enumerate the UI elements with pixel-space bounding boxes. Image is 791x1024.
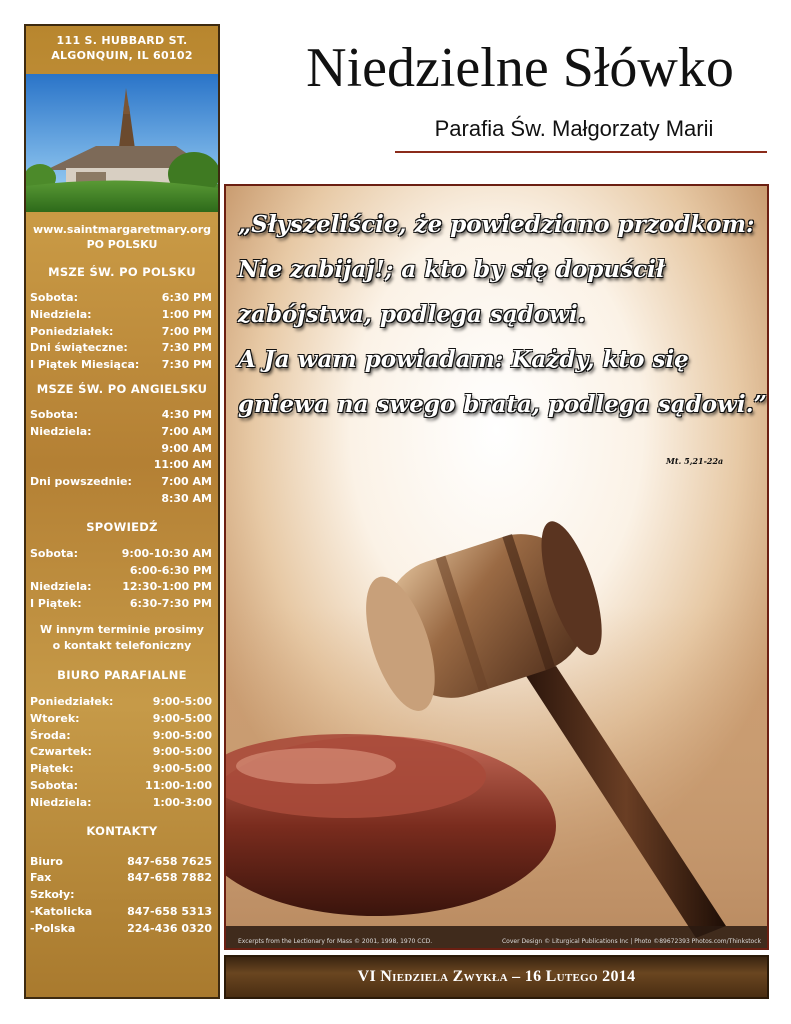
schedule-time: 6:00-6:30 PM (129, 563, 212, 577)
confession-list (26, 546, 218, 613)
schedule-row (26, 307, 218, 324)
schedule-day: I Piątek Miesiąca: (30, 358, 140, 372)
parish-name: Parafia Św. Małgorzaty Marii (434, 116, 714, 141)
quote-line: Nie zabijaj!; a kto by się dopuścił (238, 256, 665, 283)
schedule-day: -Polska (30, 921, 76, 935)
schedule-row (26, 441, 218, 458)
schedule-row (26, 491, 218, 508)
schedule-time: 1:00 PM (161, 307, 212, 321)
schedule-time: 9:00-5:00 (152, 711, 212, 725)
schedule-day: Biuro (30, 854, 63, 868)
schedule-time: 1:00-3:00 (152, 795, 212, 809)
quote-line: zabójstwa, podlega sądowi. (238, 301, 586, 328)
schedule-row (26, 596, 218, 613)
parish-address (26, 26, 218, 74)
schedule-day: Niedziela: (30, 424, 92, 438)
schedule-day: Niedziela: (30, 580, 92, 594)
schedule-row (26, 579, 218, 596)
schedule-time: 847-658 7625 (127, 854, 212, 868)
schedule-time: 9:00-5:00 (152, 762, 212, 776)
design-credit: Cover Design © Liturgical Publications Inc | Photo ©89672393 Photos.com/Thinkstock (501, 938, 761, 945)
schedule-row (26, 854, 218, 871)
address-street: 111 S. HUBBARD ST. (56, 34, 188, 47)
schedule-time: 9:00-5:00 (152, 745, 212, 759)
quote-line: gniewa na swego brata, podlega sądowi.” (238, 391, 767, 418)
church-photo (26, 74, 218, 212)
schedule-time: 6:30 PM (161, 291, 212, 304)
quote-line: „Słyszeliście, że powiedziano przodkom: (238, 211, 755, 238)
english-masses-list (26, 407, 218, 508)
schedule-day: I Piątek: (30, 597, 82, 611)
schedule-row (26, 778, 218, 795)
contacts-heading: KONTAKTY (86, 823, 158, 838)
schedule-day: Środa: (30, 728, 71, 742)
contacts-list (26, 854, 218, 938)
schedule-day: Niedziela: (30, 795, 92, 809)
schedule-time: 9:00 AM (161, 441, 212, 455)
schedule-time: 4:30 PM (161, 407, 212, 421)
schedule-row (26, 407, 218, 424)
schedule-day: Sobota: (30, 291, 78, 304)
quote-line: A Ja wam powiadam: Każdy, kto się (238, 346, 689, 373)
schedule-row (26, 711, 218, 728)
schedule-time: 847-658 7882 (127, 871, 212, 885)
schedule-day: Niedziela: (30, 307, 92, 321)
confession-note-line: o kontakt telefoniczny (52, 638, 192, 652)
schedule-row (26, 324, 218, 341)
schedule-day: Sobota: (30, 407, 78, 421)
schedule-row (26, 728, 218, 745)
schedule-row (26, 744, 218, 761)
schedule-row (26, 870, 218, 887)
date-banner (224, 955, 769, 999)
schedule-row (26, 887, 218, 904)
schedule-time: 7:00 PM (161, 324, 212, 338)
schedule-time: 11:00 AM (153, 458, 212, 472)
schedule-row (26, 921, 218, 938)
office-heading: BIURO PARAFIALNE (57, 667, 187, 682)
liturgical-date: VI Niedziela Zwykła – 16 Lutego 2014 (357, 968, 636, 985)
schedule-day: Szkoły: (30, 888, 75, 902)
header-divider (395, 151, 767, 153)
schedule-time: 8:30 AM (161, 491, 212, 505)
schedule-day: -Katolicka (30, 904, 93, 918)
schedule-row (26, 357, 218, 374)
schedule-day: Dni świąteczne: (30, 341, 128, 355)
scripture-reference: Mt. 5,21-22a (666, 456, 724, 466)
lectionary-credit: Excerpts from the Lectionary for Mass © 2001, 1998, 1970 CCD. (238, 938, 433, 945)
schedule-row (26, 904, 218, 921)
schedule-time: 224-436 0320 (127, 921, 212, 935)
polish-masses-heading: MSZE ŚW. PO POLSKU (48, 265, 196, 279)
schedule-day: Sobota: (30, 546, 78, 560)
schedule-day: Czwartek: (30, 745, 92, 759)
newsletter-title: Niedzielne Słówko (306, 37, 734, 99)
schedule-day: Fax (30, 871, 52, 885)
schedule-day: Sobota: (30, 778, 78, 792)
schedule-day: Poniedziałek: (30, 694, 114, 708)
scripture-quote (238, 202, 767, 427)
schedule-row (26, 340, 218, 357)
schedule-time: 847-658 5313 (127, 904, 212, 918)
schedule-time: 9:00-10:30 AM (121, 546, 212, 560)
parish-sidebar (24, 24, 220, 999)
schedule-time: 6:30-7:30 PM (129, 597, 212, 611)
schedule-time: 7:00 AM (161, 475, 212, 489)
schedule-day: Wtorek: (30, 711, 80, 725)
schedule-time: 9:00-5:00 (152, 694, 212, 708)
schedule-row (26, 424, 218, 441)
schedule-time: 11:00-1:00 (145, 778, 212, 792)
confession-note (26, 622, 218, 654)
polish-masses-list (26, 290, 218, 374)
office-hours-list (26, 694, 218, 812)
schedule-row (26, 290, 218, 307)
confession-note-line: W innym terminie prosimy (40, 622, 204, 636)
schedule-day: Poniedziałek: (30, 324, 114, 338)
schedule-day: Dni powszednie: (30, 475, 132, 489)
schedule-time: 7:30 PM (161, 358, 212, 372)
schedule-time: 9:00-5:00 (152, 728, 212, 742)
website-subtitle: PO POLSKU (86, 238, 158, 251)
schedule-row (26, 563, 218, 580)
schedule-row (26, 457, 218, 474)
schedule-time: 12:30-1:00 PM (122, 580, 212, 594)
cover-image (224, 184, 769, 950)
schedule-row (26, 795, 218, 812)
schedule-day: Piątek: (30, 762, 74, 776)
parish-website (26, 222, 218, 252)
schedule-row (26, 546, 218, 563)
schedule-row (26, 694, 218, 711)
schedule-row (26, 761, 218, 778)
schedule-row (26, 474, 218, 491)
english-masses-heading: MSZE ŚW. PO ANGIELSKU (36, 381, 208, 396)
schedule-time: 7:30 PM (161, 341, 212, 355)
address-city: ALGONQUIN, IL 60102 (51, 49, 193, 62)
website-url[interactable]: www.saintmargaretmary.org (32, 223, 212, 236)
confession-heading: SPOWIEDŹ (86, 519, 158, 534)
schedule-time: 7:00 AM (161, 424, 212, 438)
